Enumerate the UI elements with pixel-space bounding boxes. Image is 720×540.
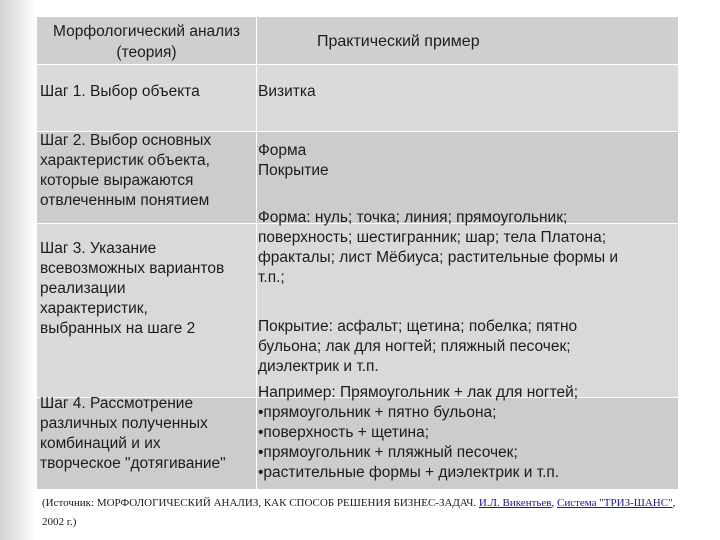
step-1-example: Визитка [258, 83, 316, 100]
author-link[interactable]: И.Л. Викентьев [478, 497, 552, 509]
header-practical-example: Практический пример [317, 33, 480, 50]
system-link[interactable]: Система "ТРИЗ-ШАНС" [556, 497, 673, 509]
step-3-example-coating: Покрытие: асфальт; щетина; побелка; пятно бульона; лак для ногтей; пляжный песочек; диэлектрик и т.п. [258, 318, 578, 375]
step-3-example-shape: Форма: нуль; точка; линия; прямоугольник; поверхность; шестигранник; шар; тела Платона; фракталы; лист Мёбиуса; растительные формы и т.п.; [258, 209, 619, 286]
source-prefix: (Источник: МОРФОЛОГИЧЕСКИЙ АНАЛИЗ, КАК СПОСОБ РЕШЕНИЯ БИЗНЕС-ЗАДАЧ. [42, 497, 479, 509]
source-citation [42, 494, 682, 532]
column-divider [256, 17, 257, 489]
source-suffix: , 2002 г.) [42, 497, 676, 528]
step-1-theory: Шаг 1. Выбор объекта [40, 83, 200, 100]
header-theory: Морфологический анализ (теория) [53, 23, 240, 61]
step-4-example: Например: Прямоугольник + лак для ногтей; •прямоугольник + пятно бульона; •поверхность + щетина; •прямоугольник + пляжный песочек; •растительные формы + диэлектрик и т.п. [258, 384, 579, 481]
morphological-analysis-table [37, 17, 678, 489]
step-2-theory: Шаг 2. Выбор основных характеристик объекта, которые выражаются отвлеченным понятием [40, 132, 212, 209]
step-4-theory: Шаг 4. Рассмотрение различных полученных комбинаций и их творческое "дотягивание" [40, 395, 226, 472]
step-2-example: Форма Покрытие [258, 142, 329, 179]
step-3-theory: Шаг 3. Указание всевозможных вариантов реализации характеристик, выбранных на шаге 2 [40, 240, 225, 337]
row-divider [37, 64, 678, 65]
slide-edge-shadow [0, 0, 36, 540]
source-separator: , [551, 497, 557, 509]
